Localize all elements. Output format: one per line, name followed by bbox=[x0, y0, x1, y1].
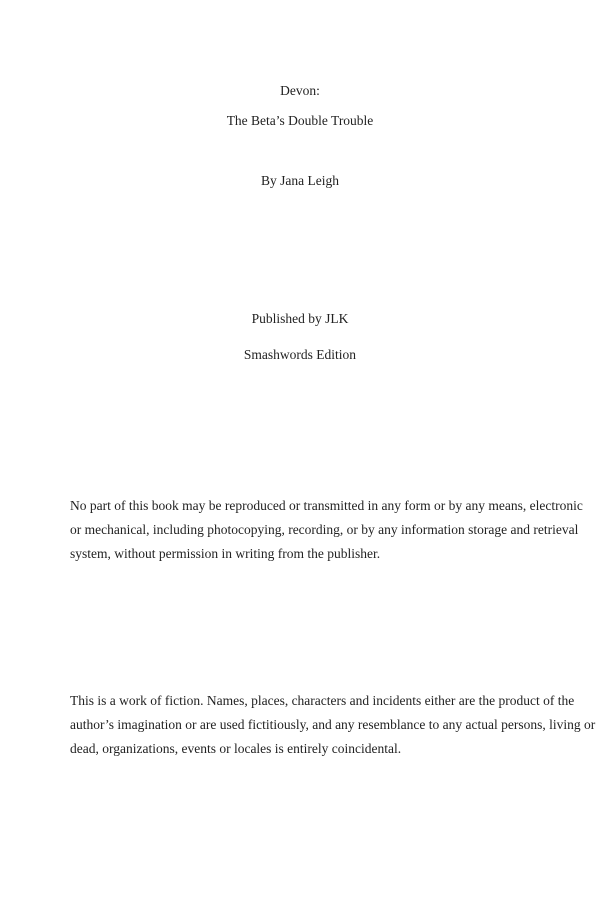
fiction-disclaimer bbox=[70, 689, 596, 761]
author-line: By Jana Leigh bbox=[261, 173, 339, 188]
title-line-2: The Beta’s Double Trouble bbox=[226, 113, 374, 128]
disclaimer-line: dead, organizations, events or locales is entirely coincidental. bbox=[70, 741, 402, 756]
copyright-line: No part of this book may be reproduced or transmitted in any form or by any means, electronic bbox=[70, 498, 583, 513]
disclaimer-line: This is a work of fiction. Names, places, characters and incidents either are the product of the bbox=[70, 693, 575, 708]
edition-line: Smashwords Edition bbox=[243, 347, 357, 362]
disclaimer-line: author’s imagination or are used fictitiously, and any resemblance to any actual persons, living or bbox=[70, 717, 596, 732]
title-line-1: Devon: bbox=[280, 83, 320, 98]
copyright-notice bbox=[70, 494, 583, 566]
publisher-line: Published by JLK bbox=[251, 311, 349, 326]
copyright-line: system, without permission in writing from the publisher. bbox=[70, 546, 381, 561]
copyright-line: or mechanical, including photocopying, recording, or by any information storage and retrieval bbox=[70, 522, 579, 537]
